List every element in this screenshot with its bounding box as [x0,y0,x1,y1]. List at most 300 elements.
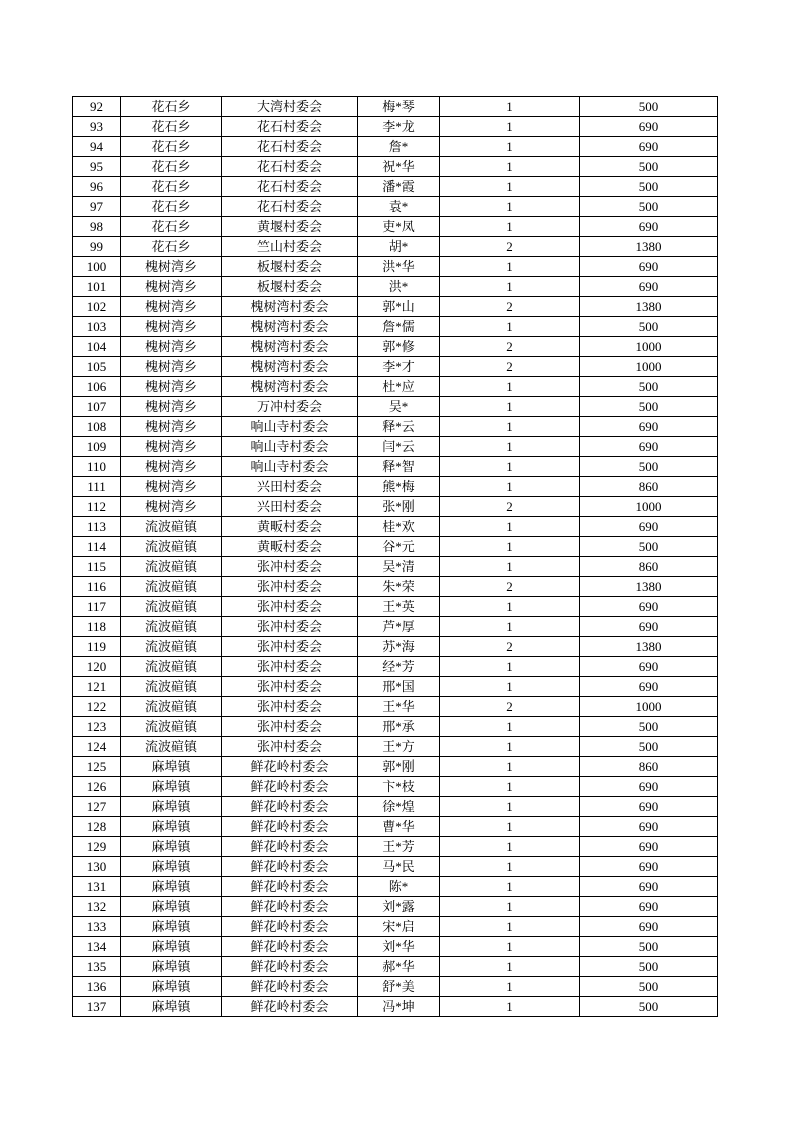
household-count-cell: 1 [440,277,580,297]
table-row [73,857,718,877]
table-row [73,197,718,217]
household-count-cell: 1 [440,517,580,537]
amount-cell: 690 [580,597,718,617]
table-row [73,637,718,657]
person-name-cell: 吴* [358,397,440,417]
village-committee-cell: 花石村委会 [222,157,358,177]
township-cell: 花石乡 [121,237,222,257]
person-name-cell: 邢*国 [358,677,440,697]
person-name-cell: 朱*荣 [358,577,440,597]
person-name-cell: 曹*华 [358,817,440,837]
household-count-cell: 2 [440,697,580,717]
household-count-cell: 1 [440,657,580,677]
table-row [73,577,718,597]
household-count-cell: 1 [440,377,580,397]
amount-cell: 500 [580,977,718,997]
person-name-cell: 闫*云 [358,437,440,457]
person-name-cell: 谷*元 [358,537,440,557]
row-number-cell: 114 [73,537,121,557]
person-name-cell: 刘*华 [358,937,440,957]
person-name-cell: 郝*华 [358,957,440,977]
row-number-cell: 132 [73,897,121,917]
township-cell: 槐树湾乡 [121,337,222,357]
village-committee-cell: 鲜花岭村委会 [222,857,358,877]
village-committee-cell: 鲜花岭村委会 [222,997,358,1017]
row-number-cell: 136 [73,977,121,997]
table-row [73,957,718,977]
village-committee-cell: 花石村委会 [222,117,358,137]
township-cell: 麻埠镇 [121,917,222,937]
row-number-cell: 110 [73,457,121,477]
person-name-cell: 袁* [358,197,440,217]
record-table-body [73,97,718,1017]
row-number-cell: 133 [73,917,121,937]
amount-cell: 1380 [580,637,718,657]
table-row [73,217,718,237]
row-number-cell: 105 [73,357,121,377]
village-committee-cell: 槐树湾村委会 [222,297,358,317]
household-count-cell: 1 [440,997,580,1017]
person-name-cell: 王*方 [358,737,440,757]
person-name-cell: 洪* [358,277,440,297]
amount-cell: 1380 [580,297,718,317]
amount-cell: 690 [580,417,718,437]
household-count-cell: 2 [440,337,580,357]
amount-cell: 690 [580,817,718,837]
village-committee-cell: 鲜花岭村委会 [222,817,358,837]
township-cell: 槐树湾乡 [121,477,222,497]
household-count-cell: 2 [440,297,580,317]
record-table [72,96,718,1017]
row-number-cell: 119 [73,637,121,657]
row-number-cell: 108 [73,417,121,437]
village-committee-cell: 响山寺村委会 [222,457,358,477]
table-row [73,337,718,357]
township-cell: 麻埠镇 [121,897,222,917]
person-name-cell: 潘*霞 [358,177,440,197]
household-count-cell: 1 [440,157,580,177]
village-committee-cell: 花石村委会 [222,137,358,157]
row-number-cell: 96 [73,177,121,197]
table-row [73,937,718,957]
amount-cell: 690 [580,837,718,857]
amount-cell: 690 [580,797,718,817]
township-cell: 槐树湾乡 [121,397,222,417]
amount-cell: 500 [580,457,718,477]
township-cell: 流波碹镇 [121,577,222,597]
amount-cell: 690 [580,777,718,797]
household-count-cell: 2 [440,357,580,377]
village-committee-cell: 兴田村委会 [222,497,358,517]
amount-cell: 690 [580,117,718,137]
township-cell: 流波碹镇 [121,717,222,737]
amount-cell: 860 [580,557,718,577]
table-row [73,677,718,697]
township-cell: 麻埠镇 [121,757,222,777]
table-row [73,837,718,857]
amount-cell: 690 [580,877,718,897]
amount-cell: 500 [580,197,718,217]
row-number-cell: 95 [73,157,121,177]
amount-cell: 1380 [580,237,718,257]
household-count-cell: 1 [440,737,580,757]
person-name-cell: 郭*修 [358,337,440,357]
person-name-cell: 释*云 [358,417,440,437]
person-name-cell: 宋*启 [358,917,440,937]
township-cell: 槐树湾乡 [121,377,222,397]
table-row [73,997,718,1017]
table-row [73,317,718,337]
row-number-cell: 126 [73,777,121,797]
table-row [73,977,718,997]
household-count-cell: 1 [440,957,580,977]
table-row [73,117,718,137]
household-count-cell: 1 [440,437,580,457]
table-row [73,417,718,437]
township-cell: 槐树湾乡 [121,437,222,457]
person-name-cell: 詹*儒 [358,317,440,337]
amount-cell: 690 [580,437,718,457]
household-count-cell: 1 [440,597,580,617]
amount-cell: 1000 [580,497,718,517]
row-number-cell: 99 [73,237,121,257]
table-row [73,917,718,937]
village-committee-cell: 大湾村委会 [222,97,358,117]
row-number-cell: 125 [73,757,121,777]
row-number-cell: 107 [73,397,121,417]
household-count-cell: 1 [440,837,580,857]
township-cell: 流波碹镇 [121,517,222,537]
row-number-cell: 101 [73,277,121,297]
village-committee-cell: 张冲村委会 [222,657,358,677]
household-count-cell: 1 [440,97,580,117]
village-committee-cell: 张冲村委会 [222,577,358,597]
person-name-cell: 吏*凤 [358,217,440,237]
village-committee-cell: 鲜花岭村委会 [222,757,358,777]
village-committee-cell: 花石村委会 [222,177,358,197]
household-count-cell: 1 [440,717,580,737]
amount-cell: 690 [580,257,718,277]
village-committee-cell: 鲜花岭村委会 [222,797,358,817]
person-name-cell: 舒*美 [358,977,440,997]
township-cell: 流波碹镇 [121,697,222,717]
household-count-cell: 1 [440,117,580,137]
township-cell: 麻埠镇 [121,857,222,877]
village-committee-cell: 鲜花岭村委会 [222,837,358,857]
household-count-cell: 1 [440,757,580,777]
amount-cell: 500 [580,177,718,197]
village-committee-cell: 鲜花岭村委会 [222,897,358,917]
amount-cell: 1000 [580,337,718,357]
amount-cell: 500 [580,377,718,397]
amount-cell: 500 [580,997,718,1017]
amount-cell: 500 [580,97,718,117]
household-count-cell: 1 [440,197,580,217]
township-cell: 麻埠镇 [121,837,222,857]
table-row [73,817,718,837]
village-committee-cell: 板堰村委会 [222,277,358,297]
table-row [73,517,718,537]
person-name-cell: 徐*煌 [358,797,440,817]
row-number-cell: 130 [73,857,121,877]
amount-cell: 690 [580,677,718,697]
row-number-cell: 124 [73,737,121,757]
village-committee-cell: 鲜花岭村委会 [222,957,358,977]
person-name-cell: 祝*华 [358,157,440,177]
table-row [73,797,718,817]
household-count-cell: 1 [440,537,580,557]
person-name-cell: 杜*应 [358,377,440,397]
row-number-cell: 137 [73,997,121,1017]
table-row [73,497,718,517]
township-cell: 麻埠镇 [121,777,222,797]
table-row [73,697,718,717]
table-row [73,257,718,277]
township-cell: 花石乡 [121,197,222,217]
table-row [73,757,718,777]
township-cell: 槐树湾乡 [121,457,222,477]
row-number-cell: 122 [73,697,121,717]
township-cell: 槐树湾乡 [121,257,222,277]
person-name-cell: 李*龙 [358,117,440,137]
household-count-cell: 1 [440,457,580,477]
township-cell: 槐树湾乡 [121,357,222,377]
township-cell: 流波碹镇 [121,617,222,637]
person-name-cell: 詹* [358,137,440,157]
table-row [73,597,718,617]
row-number-cell: 102 [73,297,121,317]
village-committee-cell: 竺山村委会 [222,237,358,257]
household-count-cell: 1 [440,857,580,877]
household-count-cell: 1 [440,677,580,697]
table-row [73,357,718,377]
village-committee-cell: 鲜花岭村委会 [222,917,358,937]
amount-cell: 690 [580,217,718,237]
village-committee-cell: 张冲村委会 [222,557,358,577]
person-name-cell: 陈* [358,877,440,897]
person-name-cell: 熊*梅 [358,477,440,497]
row-number-cell: 120 [73,657,121,677]
household-count-cell: 1 [440,177,580,197]
person-name-cell: 芦*厚 [358,617,440,637]
table-row [73,157,718,177]
village-committee-cell: 张冲村委会 [222,737,358,757]
village-committee-cell: 张冲村委会 [222,677,358,697]
household-count-cell: 1 [440,317,580,337]
township-cell: 麻埠镇 [121,977,222,997]
household-count-cell: 1 [440,977,580,997]
township-cell: 槐树湾乡 [121,497,222,517]
table-row [73,557,718,577]
person-name-cell: 卞*枝 [358,777,440,797]
row-number-cell: 115 [73,557,121,577]
amount-cell: 860 [580,477,718,497]
person-name-cell: 胡* [358,237,440,257]
amount-cell: 690 [580,137,718,157]
person-name-cell: 张*刚 [358,497,440,517]
village-committee-cell: 槐树湾村委会 [222,337,358,357]
table-row [73,537,718,557]
table-row [73,877,718,897]
amount-cell: 690 [580,657,718,677]
row-number-cell: 129 [73,837,121,857]
township-cell: 麻埠镇 [121,797,222,817]
amount-cell: 690 [580,897,718,917]
person-name-cell: 冯*坤 [358,997,440,1017]
row-number-cell: 116 [73,577,121,597]
row-number-cell: 112 [73,497,121,517]
township-cell: 花石乡 [121,177,222,197]
table-row [73,437,718,457]
person-name-cell: 郭*山 [358,297,440,317]
township-cell: 流波碹镇 [121,677,222,697]
village-committee-cell: 黄堰村委会 [222,217,358,237]
household-count-cell: 1 [440,897,580,917]
village-committee-cell: 张冲村委会 [222,717,358,737]
village-committee-cell: 鲜花岭村委会 [222,937,358,957]
person-name-cell: 郭*刚 [358,757,440,777]
row-number-cell: 94 [73,137,121,157]
row-number-cell: 111 [73,477,121,497]
row-number-cell: 128 [73,817,121,837]
township-cell: 流波碹镇 [121,637,222,657]
household-count-cell: 1 [440,477,580,497]
household-count-cell: 2 [440,577,580,597]
village-committee-cell: 张冲村委会 [222,697,358,717]
table-row [73,717,718,737]
table-row [73,297,718,317]
row-number-cell: 131 [73,877,121,897]
township-cell: 流波碹镇 [121,657,222,677]
row-number-cell: 98 [73,217,121,237]
amount-cell: 500 [580,937,718,957]
table-row [73,377,718,397]
village-committee-cell: 鲜花岭村委会 [222,977,358,997]
township-cell: 花石乡 [121,217,222,237]
household-count-cell: 1 [440,617,580,637]
village-committee-cell: 响山寺村委会 [222,417,358,437]
row-number-cell: 135 [73,957,121,977]
township-cell: 麻埠镇 [121,817,222,837]
township-cell: 槐树湾乡 [121,317,222,337]
household-count-cell: 1 [440,137,580,157]
row-number-cell: 117 [73,597,121,617]
row-number-cell: 113 [73,517,121,537]
person-name-cell: 洪*华 [358,257,440,277]
person-name-cell: 经*芳 [358,657,440,677]
household-count-cell: 1 [440,937,580,957]
table-row [73,657,718,677]
person-name-cell: 释*智 [358,457,440,477]
person-name-cell: 王*芳 [358,837,440,857]
household-count-cell: 1 [440,797,580,817]
household-count-cell: 1 [440,217,580,237]
township-cell: 花石乡 [121,137,222,157]
township-cell: 花石乡 [121,97,222,117]
amount-cell: 1000 [580,357,718,377]
person-name-cell: 王*华 [358,697,440,717]
township-cell: 麻埠镇 [121,877,222,897]
amount-cell: 500 [580,957,718,977]
table-row [73,97,718,117]
village-committee-cell: 槐树湾村委会 [222,317,358,337]
village-committee-cell: 万冲村委会 [222,397,358,417]
village-committee-cell: 黄畈村委会 [222,537,358,557]
table-row [73,477,718,497]
table-row [73,617,718,637]
household-count-cell: 1 [440,917,580,937]
township-cell: 流波碹镇 [121,557,222,577]
village-committee-cell: 响山寺村委会 [222,437,358,457]
person-name-cell: 李*才 [358,357,440,377]
table-row [73,457,718,477]
village-committee-cell: 张冲村委会 [222,617,358,637]
row-number-cell: 103 [73,317,121,337]
table-row [73,177,718,197]
person-name-cell: 苏*海 [358,637,440,657]
village-committee-cell: 兴田村委会 [222,477,358,497]
household-count-cell: 1 [440,557,580,577]
amount-cell: 500 [580,157,718,177]
amount-cell: 500 [580,537,718,557]
amount-cell: 690 [580,917,718,937]
village-committee-cell: 黄畈村委会 [222,517,358,537]
township-cell: 槐树湾乡 [121,417,222,437]
amount-cell: 690 [580,517,718,537]
amount-cell: 690 [580,857,718,877]
village-committee-cell: 槐树湾村委会 [222,377,358,397]
township-cell: 麻埠镇 [121,937,222,957]
amount-cell: 1000 [580,697,718,717]
household-count-cell: 2 [440,237,580,257]
township-cell: 流波碹镇 [121,597,222,617]
table-row [73,897,718,917]
amount-cell: 500 [580,737,718,757]
row-number-cell: 127 [73,797,121,817]
township-cell: 槐树湾乡 [121,277,222,297]
table-row [73,737,718,757]
village-committee-cell: 鲜花岭村委会 [222,777,358,797]
village-committee-cell: 槐树湾村委会 [222,357,358,377]
row-number-cell: 109 [73,437,121,457]
row-number-cell: 93 [73,117,121,137]
table-row [73,777,718,797]
table-row [73,137,718,157]
row-number-cell: 106 [73,377,121,397]
amount-cell: 500 [580,317,718,337]
village-committee-cell: 板堰村委会 [222,257,358,277]
township-cell: 花石乡 [121,117,222,137]
household-count-cell: 1 [440,817,580,837]
household-count-cell: 1 [440,417,580,437]
amount-cell: 860 [580,757,718,777]
township-cell: 流波碹镇 [121,537,222,557]
amount-cell: 1380 [580,577,718,597]
row-number-cell: 123 [73,717,121,737]
person-name-cell: 梅*琴 [358,97,440,117]
table-row [73,277,718,297]
household-count-cell: 1 [440,257,580,277]
person-name-cell: 邢*承 [358,717,440,737]
township-cell: 槐树湾乡 [121,297,222,317]
household-count-cell: 1 [440,397,580,417]
row-number-cell: 92 [73,97,121,117]
table-row [73,237,718,257]
amount-cell: 500 [580,717,718,737]
person-name-cell: 桂*欢 [358,517,440,537]
person-name-cell: 王*英 [358,597,440,617]
row-number-cell: 104 [73,337,121,357]
